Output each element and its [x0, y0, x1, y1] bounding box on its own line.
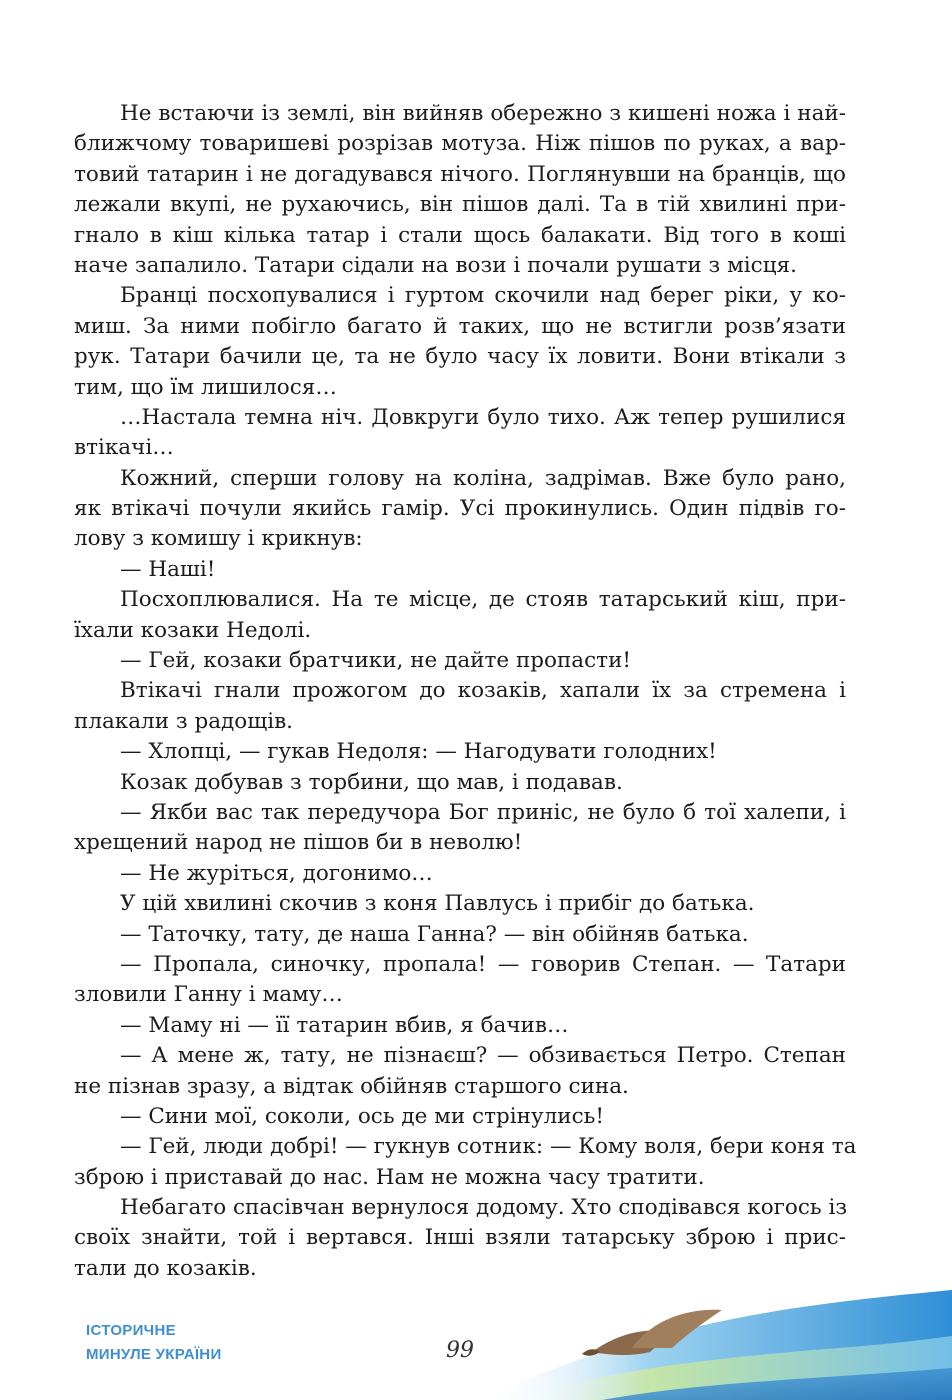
text-line: — Гей, козаки братчики, не дайте пропасти!: [120, 648, 632, 674]
section-label-line2: МИНУЛЕ УКРАЇНИ: [86, 1346, 222, 1363]
text-line: — Сини мої, соколи, ось де ми стрінулись!: [120, 1103, 604, 1129]
text-line: — Гей, люди добрі! — гукнув сотник: — Кому воля, бери коня та: [120, 1134, 857, 1160]
text-line: Небагато спасівчан вернулося додому. Хто сподівався когось із: [120, 1195, 848, 1221]
text-line: не пізнав зразу, а відтак обійняв старшого сина.: [74, 1073, 629, 1099]
text-line: як втікачі почули якийсь гамір. Усі прокинулись. Один підвів го-: [74, 496, 846, 522]
text-line: — Таточку, тату, де наша Ганна? — він обійняв батька.: [120, 921, 749, 947]
text-line: наче запалило. Татари сідали на вози і почали рушати з місця.: [74, 252, 797, 278]
text-line: лежали вкупі, не рухаючись, він пішов далі. Та в тій хвилині при-: [74, 192, 846, 218]
text-line: своїх знайти, той і вертався. Інші взяли татарську зброю і прис-: [74, 1225, 846, 1251]
text-line: тим, що їм лишилося…: [74, 374, 337, 400]
text-line: Козак добував з торбини, що мав, і подавав.: [120, 769, 623, 795]
text-line: — Хлопці, — гукав Недоля: — Нагодувати голодних!: [120, 739, 717, 765]
section-label-line1: ІСТОРИЧНЕ: [86, 1322, 176, 1339]
text-line: Посхоплювалися. На те місце, де стояв татарський кіш, при-: [120, 587, 846, 613]
text-line: Бранці посхопувалися і гуртом скочили над берег ріки, у ко-: [120, 283, 846, 309]
text-line: тали до козаків.: [74, 1255, 257, 1281]
text-line: ближчому товаришеві розрізав мотуза. Ніж пішов по руках, а вар-: [74, 131, 846, 157]
text-line: Втікачі гнали прожогом до козаків, хапали їх за стремена і: [120, 678, 846, 704]
text-line: лову з комишу і крикнув:: [74, 526, 363, 552]
text-line: У цій хвилині скочив з коня Павлусь і прибіг до батька.: [120, 891, 755, 917]
text-line: втікачі…: [74, 435, 174, 461]
text-line: плакали з радощів.: [74, 708, 294, 734]
text-line: — А мене ж, тату, не пізнаєш? — обзивається Петро. Степан: [120, 1043, 846, 1069]
text-line: …Настала темна ніч. Довкруги було тихо. Аж тепер рушилися: [120, 404, 846, 430]
text-line: миш. За ними побігло багато й таких, що не встигли розв’язати: [74, 313, 846, 339]
text-line: Кожний, сперши голову на коліна, задрімав. Вже було рано,: [120, 465, 846, 491]
text-line: — Маму ні — її татарин вбив, я бачив…: [120, 1012, 569, 1038]
text-line: — Пропала, синочку, пропала! — говорив Степан. — Татари: [120, 951, 846, 977]
text-line: — Наші!: [120, 556, 216, 582]
body-text: [74, 99, 857, 1284]
bird-on-wave-icon: [482, 1290, 952, 1400]
page-number: 99: [446, 1338, 474, 1363]
text-line: зброю і приставай до нас. Нам не можна часу тратити.: [74, 1164, 705, 1190]
text-line: зловили Ганну і маму…: [74, 982, 343, 1008]
text-line: товий татарин і не догадувався нічого. Поглянувши на бранців, що: [74, 161, 846, 187]
text-line: гнало в кіш кілька татар і стали щось балакати. Від того в коші: [74, 222, 846, 248]
text-line: хрещений народ не пішов би в неволю!: [74, 830, 523, 856]
text-line: рук. Татари бачили це, та не було часу їх ловити. Вони втікали з: [74, 344, 846, 370]
text-line: — Не журіться, догонимо…: [120, 860, 433, 886]
text-line: Не встаючи із землі, він вийняв обережно з кишені ножа і най-: [120, 101, 846, 126]
text-line: — Якби вас так передучора Бог приніс, не було б тої халепи, і: [120, 799, 846, 825]
text-line: їхали козаки Недолі.: [74, 617, 312, 643]
